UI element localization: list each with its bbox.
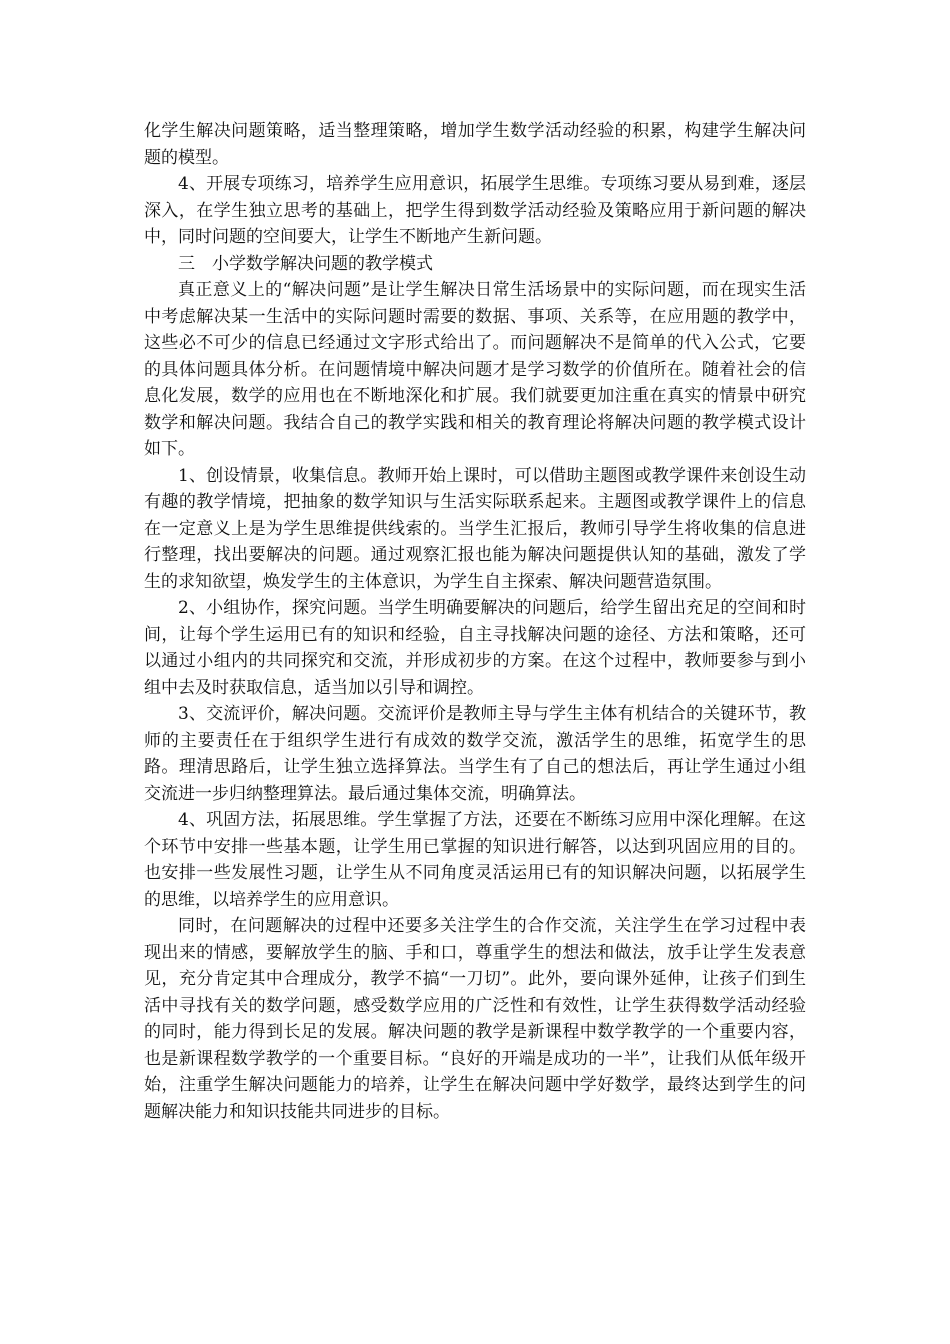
- paragraph-step-4: 4、巩固方法，拓展思维。学生掌握了方法，还要在不断练习应用中深化理解。在这个环节中安排一些基本题，让学生用已掌握的知识进行解答，以达到巩固应用的目的。也安排一些发展性习题，让学生从不同角度灵活运用已有的知识解决问题，以拓展学生的思维，以培养学生的应用意识。: [144, 810, 806, 910]
- section-heading: 三 小学数学解决问题的教学模式: [178, 253, 433, 274]
- paragraph-step-3: 3、交流评价，解决问题。交流评价是教师主导与学生主体有机结合的关键环节，教师的主要责任在于组织学生进行有成效的数学交流，激活学生的思维，拓宽学生的思路。理清思路后，让学生独立选择算法。当学生有了自己的想法后，再让学生通过小组交流进一步归纳整理算法。最后通过集体交流，明确算法。: [144, 704, 806, 804]
- paragraph-practice: 4、开展专项练习，培养学生应用意识，拓展学生思维。专项练习要从易到难，逐层深入，在学生独立思考的基础上，把学生得到数学活动经验及策略应用于新问题的解决中，同时问题的空间要大，让学生不断地产生新问题。: [144, 174, 806, 247]
- paragraph-continuation: 化学生解决问题策略，适当整理策略，增加学生数学活动经验的积累，构建学生解决问题的模型。: [144, 121, 806, 168]
- paragraph-intro: 真正意义上的“解决问题”是让学生解决日常生活场景中的实际问题，而在现实生活中考虑解决某一生活中的实际问题时需要的数据、事项、关系等，在应用题的教学中，这些必不可少的信息已经通过文字形式给出了。而问题解决不是简单的代入公式，它要的具体问题具体分析。在问题情境中解决问题才是学习数学的价值所在。随着社会的信息化发展，数学的应用也在不断地深化和扩展。我们就要更加注重在真实的情景中研究数学和解决问题。我结合自己的教学实践和相关的教育理论将解决问题的教学模式设计如下。: [144, 280, 806, 459]
- document-page: [144, 118, 806, 1125]
- paragraph-step-1: 1、创设情景，收集信息。教师开始上课时，可以借助主题图或教学课件来创设生动有趣的教学情境，把抽象的数学知识与生活实际联系起来。主题图或教学课件上的信息在一定意义上是为学生思维提供线索的。当学生汇报后，教师引导学生将收集的信息进行整理，找出要解决的问题。通过观察汇报也能为解决问题提供认知的基础，激发了学生的求知欲望，焕发学生的主体意识，为学生自主探索、解决问题营造氛围。: [144, 465, 806, 592]
- paragraph-step-2: 2、小组协作，探究问题。当学生明确要解决的问题后，给学生留出充足的空间和时间，让每个学生运用已有的知识和经验，自主寻找解决问题的途径、方法和策略，还可以通过小组内的共同探究和交流，并形成初步的方案。在这个过程中，教师要参与到小组中去及时获取信息，适当加以引导和调控。: [144, 598, 806, 698]
- paragraph-conclusion: 同时，在问题解决的过程中还要多关注学生的合作交流，关注学生在学习过程中表现出来的情感，要解放学生的脑、手和口，尊重学生的想法和做法，放手让学生发表意见，充分肯定其中合理成分，教学不搞“一刀切”。此外，要向课外延伸，让孩子们到生活中寻找有关的数学问题，感受数学应用的广泛性和有效性，让学生获得数学活动经验的同时，能力得到长足的发展。解决问题的教学是新课程中数学教学的一个重要内容，也是新课程数学教学的一个重要目标。“良好的开端是成功的一半”，让我们从低年级开始，注重学生解决问题能力的培养，让学生在解决问题中学好数学，最终达到学生的问题解决能力和知识技能共同进步的目标。: [144, 916, 806, 1122]
